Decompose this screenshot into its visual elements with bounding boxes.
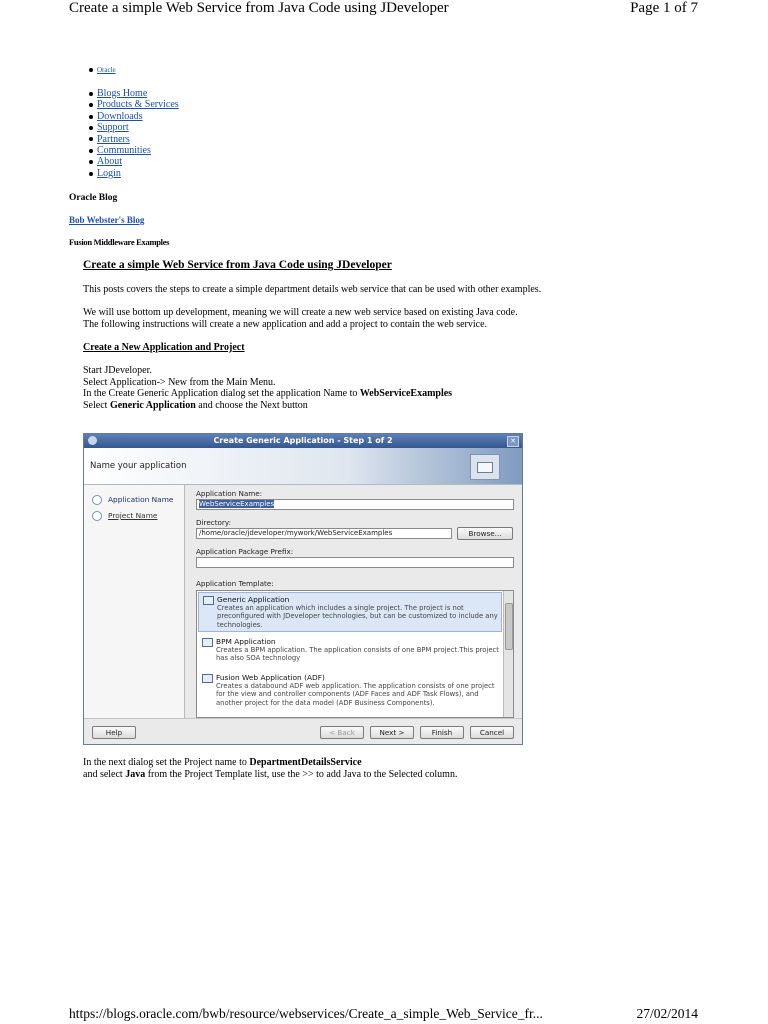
- wizard-form: [194, 485, 516, 718]
- wizard-step-application-name[interactable]: [92, 495, 173, 505]
- package-prefix-input[interactable]: [196, 557, 514, 568]
- step-line: [83, 400, 452, 412]
- step-line: [83, 388, 452, 400]
- template-list[interactable]: [196, 590, 514, 718]
- step-icon: [92, 495, 102, 505]
- page-header-title: Create a simple Web Service from Java Code using JDeveloper: [69, 0, 449, 16]
- footer-url: https://blogs.oracle.com/bwb/resource/webservices/Create_a_simple_Web_Service_fr...: [69, 1006, 543, 1021]
- step-bold-text: Java: [125, 768, 146, 780]
- dialog-title: Create Generic Application - Step 1 of 2: [213, 436, 393, 445]
- package-prefix-label: Application Package Prefix:: [196, 547, 294, 556]
- bullet-icon: [89, 103, 93, 107]
- finish-button[interactable]: Finish: [420, 726, 464, 739]
- bullet-icon: [89, 160, 93, 164]
- blog-category: Fusion Middleware Examples: [69, 237, 170, 247]
- oracle-top-link-item: [89, 66, 116, 74]
- nav-item: [89, 88, 179, 99]
- step-label: Application Name: [108, 495, 174, 504]
- nav-list: [89, 88, 179, 179]
- bullet-icon: [89, 115, 93, 119]
- app-name-label: Application Name:: [196, 489, 263, 498]
- nav-item: [89, 168, 179, 179]
- template-description: Creates an application which includes a single project. The project is not preconfigured with JDeveloper technologies, but can be customized to include any technologies.: [217, 604, 498, 629]
- oracle-link[interactable]: Oracle: [97, 66, 116, 74]
- page-number: Page 1 of 7: [630, 0, 698, 16]
- step-line: Select Application-> New from the Main Menu.: [83, 376, 276, 388]
- bullet-icon: [89, 149, 93, 153]
- close-icon[interactable]: ✕: [507, 436, 519, 447]
- template-item-bpm[interactable]: [198, 635, 502, 669]
- article-intro: This posts covers the steps to create a simple department details web service that can be used with other examples.: [83, 284, 542, 295]
- app-name-input[interactable]: [196, 499, 514, 510]
- dialog-banner: [84, 448, 522, 485]
- step-text: and select: [83, 768, 126, 780]
- dialog-titlebar: [84, 434, 522, 448]
- directory-input[interactable]: /home/oracle/jdeveloper/mywork/WebServiceExamples: [196, 528, 452, 539]
- nav-link-login[interactable]: Login: [97, 167, 121, 179]
- template-name: Generic Application: [217, 595, 290, 604]
- article-paragraph: [83, 307, 518, 330]
- wizard-step-project-name[interactable]: [92, 511, 157, 521]
- directory-label: Directory:: [196, 518, 232, 527]
- step-bold-text: Generic Application: [109, 399, 196, 411]
- instruction-steps: [83, 365, 452, 411]
- cancel-button[interactable]: Cancel: [470, 726, 514, 739]
- nav-item: [89, 156, 179, 167]
- template-item-generic[interactable]: [198, 592, 502, 632]
- template-description: Creates a databound ADF web application. The application consists of one project for the view and controller components (ADF Faces and ADF Task Flows), and another project for the data model (ADF Business Components).: [216, 682, 495, 707]
- window-menu-icon[interactable]: [88, 436, 97, 445]
- bullet-icon: [89, 68, 93, 72]
- template-name: BPM Application: [216, 637, 276, 646]
- help-button[interactable]: Help: [92, 726, 136, 739]
- step-icon: [92, 511, 102, 521]
- template-label: Application Template:: [196, 579, 274, 588]
- nav-item: [89, 111, 179, 122]
- template-icon: [202, 674, 213, 683]
- article-text-line: We will use bottom up development, meaning we will create a new web service based on existing Java code.: [83, 307, 518, 318]
- create-application-dialog: [83, 433, 523, 745]
- step-text: and choose the Next button: [195, 399, 308, 411]
- template-name: Fusion Web Application (ADF): [216, 673, 325, 682]
- bullet-icon: [89, 137, 93, 141]
- nav-item: [89, 145, 179, 156]
- nav-link-support[interactable]: Support: [97, 122, 129, 134]
- template-icon: [203, 596, 214, 605]
- blog-title: Oracle Blog: [69, 193, 118, 203]
- nav-link-downloads[interactable]: Downloads: [97, 110, 143, 122]
- bullet-icon: [89, 92, 93, 96]
- next-button[interactable]: Next >: [370, 726, 414, 739]
- author-blog-link[interactable]: Bob Webster's Blog: [69, 215, 145, 225]
- browse-button[interactable]: Browse...: [457, 527, 513, 540]
- nav-link-communities[interactable]: Communities: [97, 145, 151, 157]
- nav-link-products-services[interactable]: Products & Services: [97, 99, 179, 111]
- bullet-icon: [89, 172, 93, 176]
- banner-text: Name your application: [90, 461, 187, 471]
- scrollbar-thumb[interactable]: [505, 603, 513, 650]
- nav-item: [89, 122, 179, 133]
- step-line: [83, 757, 457, 769]
- nav-link-partners[interactable]: Partners: [97, 133, 130, 145]
- app-name-value: WebServiceExamples: [199, 500, 275, 508]
- section-heading: Create a New Application and Project: [83, 342, 245, 353]
- step-bold-text: WebServiceExamples: [359, 388, 453, 399]
- template-icon: [202, 638, 213, 647]
- nav-item: [89, 99, 179, 110]
- article-heading: Create a simple Web Service from Java Code using JDeveloper: [83, 259, 392, 271]
- step-bold-text: DepartmentDetailsService: [249, 757, 362, 768]
- step-text: Select: [83, 399, 110, 411]
- step-line: Start JDeveloper.: [83, 365, 152, 376]
- step-text: from the Project Template list, use the >> to add Java to the Selected column.: [145, 768, 458, 780]
- template-description: Creates a BPM application. The application consists of one BPM project.This project has also SOA technology: [216, 646, 499, 663]
- step-text: In the next dialog set the Project name to: [83, 757, 250, 768]
- after-dialog-instructions: [83, 757, 457, 780]
- nav-link-blogs-home[interactable]: Blogs Home: [97, 88, 148, 99]
- dialog-button-bar: [84, 718, 522, 745]
- nav-link-about[interactable]: About: [97, 156, 122, 168]
- bullet-icon: [89, 126, 93, 130]
- step-line: [83, 769, 457, 781]
- back-button[interactable]: < Back: [320, 726, 364, 739]
- step-text: In the Create Generic Application dialog set the application Name to: [83, 388, 360, 399]
- article-text-line: The following instructions will create a new application and add a project to contain the web service.: [83, 318, 488, 330]
- template-scrollbar[interactable]: [503, 591, 513, 717]
- step-label: Project Name: [108, 511, 158, 520]
- footer-date: 27/02/2014: [636, 1006, 698, 1021]
- nav-item: [89, 134, 179, 145]
- template-item-fusion-web[interactable]: [198, 671, 502, 717]
- wizard-window-icon: [470, 454, 500, 480]
- wizard-steps-panel: [84, 485, 185, 718]
